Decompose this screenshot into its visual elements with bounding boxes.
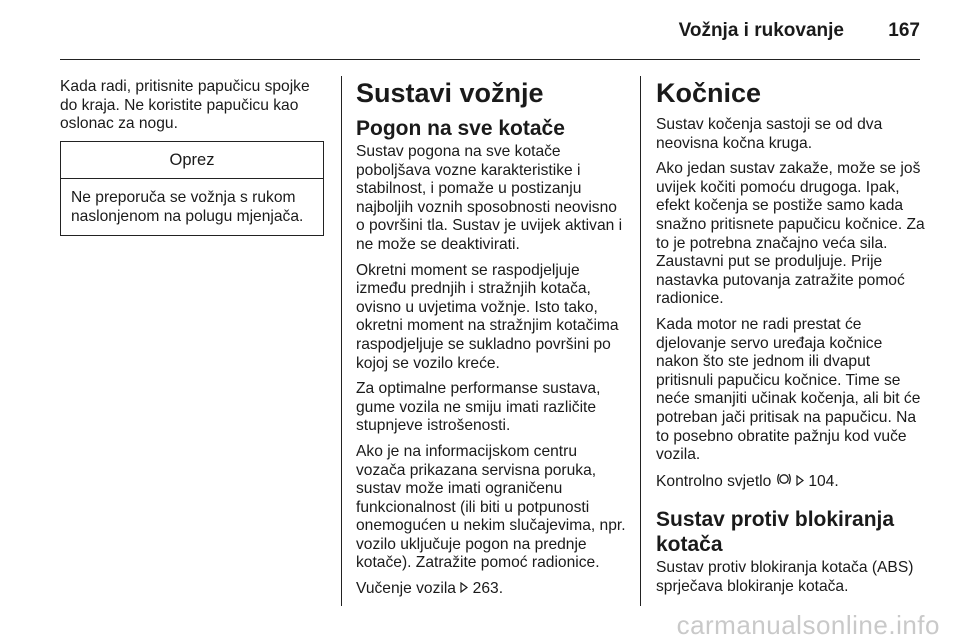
paragraph: Sustav protiv blokiranja kotača (ABS) sprječava blokiranje kotača.	[656, 559, 914, 595]
watermark: carmanualsonline.info	[676, 610, 940, 640]
warning-text: Kontrolno svjetlo	[656, 472, 772, 490]
paragraph: Za optimalne performanse sustava, gume vozila ne smiju imati različite stupnjeve istrošenosti.	[356, 380, 601, 435]
section-heading: Sustavi vožnje	[356, 78, 544, 108]
towing-text: Vučenje vozila	[356, 580, 456, 598]
running-title: Vožnja i rukovanje	[678, 20, 844, 41]
column-divider-1	[341, 76, 342, 606]
triangle-arrow-icon	[796, 474, 804, 489]
section-heading: Kočnice	[656, 78, 762, 108]
caution-title: Oprez	[61, 142, 323, 180]
towing-reference	[356, 580, 626, 599]
triangle-arrow-icon	[460, 581, 468, 596]
warning-light-reference	[656, 472, 926, 492]
towing-page-ref[interactable]: 263.	[472, 580, 504, 598]
column-divider-2	[640, 76, 641, 606]
caution-text: Ne preporuča se vožnja s rukom naslonjenom na polugu mjenjača.	[71, 189, 304, 225]
subsection-heading: Pogon na sve kotače	[356, 117, 565, 140]
paragraph: Ako je na informacijskom centru vozača prikazana servisna poruka, sustav može imati ograničenu funkcionalnost (ili biti u potpunosti onemogućen u nekim slučajevima, npr. vozilo uključuje pogon na prednje kotače). Zatražite pomoć radionice.	[356, 442, 626, 572]
paragraph: Sustav kočenja sastoji se od dva neovisna kočna kruga.	[656, 116, 883, 152]
paragraph: Kada motor ne radi prestat će djelovanje servo uređaja kočnice nakon što ste jednom ili dvaput pritisnuli papučicu kočnice. Time se neće smanjiti učinak kočenja, ali bit će potreban jači pritisak na papučicu. Na to posebno obratite pažnju kod vuče vozila.	[656, 315, 921, 464]
caution-box	[60, 141, 324, 236]
header-rule	[60, 59, 920, 60]
paragraph: Sustav pogona na sve kotače poboljšava vozne karakteristike i stabilnost, i pomaže u postizanju najboljih voznih sposobnosti neovisno o površini tla. Sustav je uvijek aktivan i ne može se deaktivirati.	[356, 143, 623, 253]
page-number: 167	[888, 20, 920, 41]
paragraph: Okretni moment se raspodjeljuje između prednjih i stražnjih kotača, ovisno u uvjetima vožnje. Isto tako, okretni moment na stražnjim kotačima raspodjeljuje se sukladno površini po kojoj se vozilo kreće.	[356, 261, 619, 372]
page-header	[60, 18, 920, 48]
column-middle	[356, 78, 626, 606]
paragraph: Ako jedan sustav zakaže, može se još uvijek kočiti pomoću drugoga. Ipak, efekt kočenja se postiže samo kada snažno pritisnete papučicu kočnice. Za to je potrebna značajno veća sila. Zaustavni put se produljuje. Prije nastavka putovanja zatražite pomoć radionice.	[656, 160, 925, 308]
brake-warning-light-icon	[776, 473, 792, 490]
warning-page-ref[interactable]: 104.	[808, 472, 839, 490]
intro-paragraph: Kada radi, pritisnite papučicu spojke do kraja. Ne koristite papučicu kao oslonac za nogu.	[60, 78, 310, 133]
subsection-heading: Sustav protiv blokiranja kotača	[656, 508, 895, 557]
column-right	[656, 78, 926, 603]
column-left	[60, 78, 326, 236]
